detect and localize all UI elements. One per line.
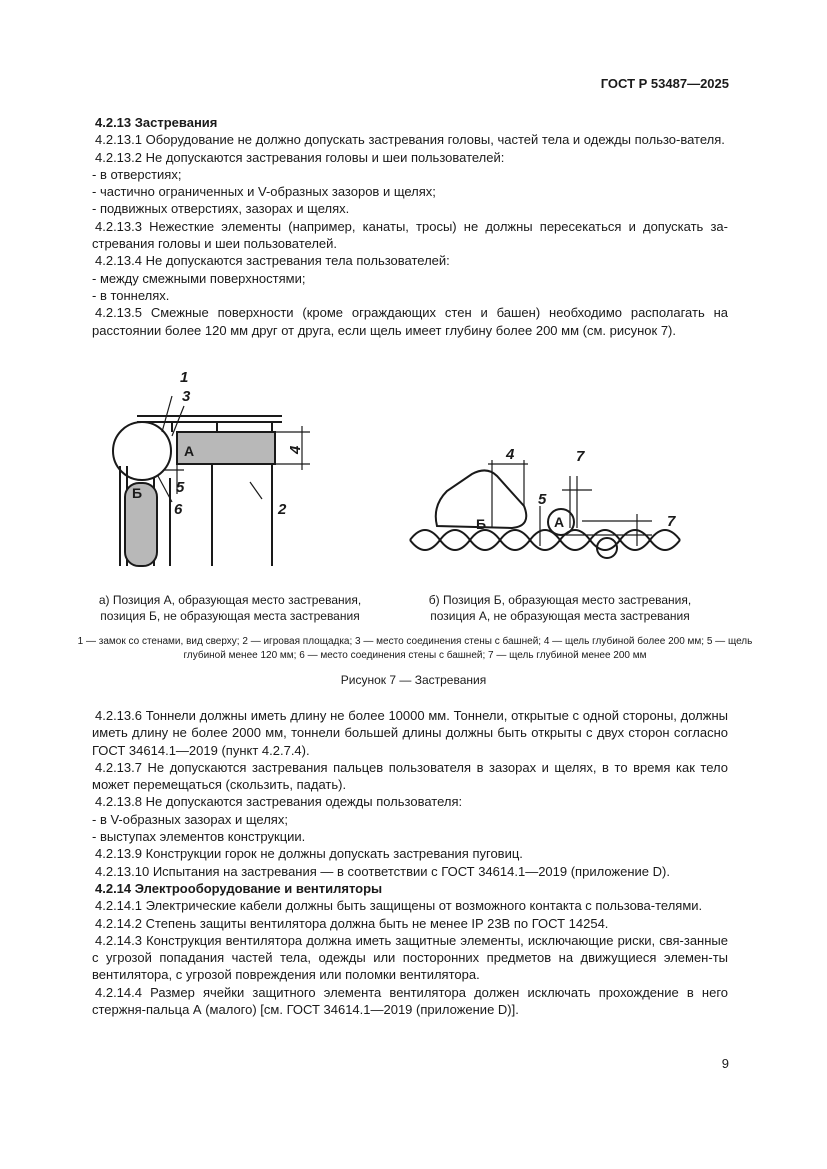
paragraph: 4.2.13.8 Не допускаются застревания одежды пользователя: bbox=[95, 794, 463, 810]
label-3: 3 bbox=[182, 388, 191, 405]
label-5: 5 bbox=[176, 479, 185, 496]
paragraph: 4.2.14.3 Конструкция вентилятора должна иметь защитные элементы, исключающие риски, свя-занные с угрозой попадания частей тела, одежды или посторонних предметов на движущиеся элемен-ты вентилятора, с угрозой повреждения или поломки вентилятора. bbox=[92, 932, 728, 983]
list-item: - частично ограниченных и V-образных зазоров и щелях; bbox=[92, 184, 436, 200]
list-item: - между смежными поверхностями; bbox=[92, 270, 306, 286]
section-bottom bbox=[92, 707, 728, 1018]
figure-title: Рисунок 7 — Застревания bbox=[340, 673, 487, 687]
section-top bbox=[92, 114, 728, 339]
paragraph: 4.2.13.5 Смежные поверхности (кроме ограждающих стен и башен) необходимо располагать на расстоянии более 120 мм друг от друга, если щель имеет глубину более 200 мм (см. рисунок 7). bbox=[92, 305, 728, 338]
label-4: 4 bbox=[287, 445, 304, 454]
list-item: - в тоннелях. bbox=[92, 287, 170, 303]
paragraph: 4.2.14.2 Степень защиты вентилятора должна быть не менее IP 23B по ГОСТ 14254. bbox=[95, 915, 609, 931]
paragraph: 4.2.13.6 Тоннели должны иметь длину не более 10000 мм. Тоннели, открытые с одной стороны, должны иметь длину не более 2000 мм, тоннели большей длины должны быть открыты с двух сторон согласно ГОСТ 34614.1—2019 (пункт 4.2.7.4). bbox=[92, 708, 728, 758]
diagram-b bbox=[410, 460, 680, 558]
paragraph: 4.2.13.1 Оборудование не должно допускать застревания головы, частей тела и одежды пользо-вателя. bbox=[95, 132, 725, 148]
list-item: - выступах элементов конструкции. bbox=[92, 829, 306, 845]
paragraph: 4.2.14.1 Электрические кабели должны быть защищены от возможного контакта с пользова-телями. bbox=[95, 898, 703, 914]
caption-b: б) Позиция Б, образующая место застревания, позиция А, не образующая места застревания bbox=[428, 593, 692, 623]
label-1: 1 bbox=[180, 369, 189, 386]
label-4b: 4 bbox=[506, 446, 515, 463]
paragraph: 4.2.14.4 Размер ячейки защитного элемента вентилятора должен исключать прохождение в него стержня-пальца А (малого) [см. ГОСТ 34614.1—2019 (приложение D)]. bbox=[92, 984, 728, 1018]
figure-7 bbox=[92, 366, 742, 596]
list-item: - в отверстиях; bbox=[92, 166, 182, 182]
position-a-label: А bbox=[184, 443, 195, 459]
heading-4-2-13: 4.2.13 Застревания bbox=[95, 115, 218, 130]
paragraph: 4.2.13.10 Испытания на застревания — в соответствии с ГОСТ 34614.1—2019 (приложение D). bbox=[95, 863, 670, 879]
heading-4-2-14: 4.2.14 Электрооборудование и вентиляторы bbox=[95, 880, 383, 896]
paragraph: 4.2.13.2 Не допускаются застревания головы и шеи пользователей: bbox=[95, 149, 505, 165]
paragraph: 4.2.13.7 Не допускаются застревания пальцев пользователя в зазорах и щелях, в то время как тело может перемещаться (скользить, падать). bbox=[92, 759, 728, 793]
paragraph: 4.2.13.3 Нежесткие элементы (например, канаты, тросы) не должны пересекаться и допускать за-стревания головы и шеи пользователей. bbox=[92, 218, 728, 252]
paragraph: 4.2.13.4 Не допускаются застревания тела пользователей: bbox=[95, 253, 450, 269]
figure-7-drawing bbox=[92, 366, 742, 596]
label-6: 6 bbox=[174, 501, 183, 518]
label-7b: 7 bbox=[667, 513, 676, 530]
label-2: 2 bbox=[278, 501, 287, 518]
list-item: - подвижных отверстиях, зазорах и щелях. bbox=[92, 201, 350, 217]
paragraph: 4.2.13.9 Конструкции горок не должны допускать застревания пуговиц. bbox=[95, 846, 523, 862]
diagram-a bbox=[113, 396, 310, 566]
label-5b: 5 bbox=[538, 491, 547, 508]
label-7a: 7 bbox=[576, 448, 585, 465]
page-number: 9 bbox=[721, 1056, 729, 1071]
position-b-label-b: Б bbox=[476, 516, 487, 532]
document-header: ГОСТ Р 53487—2025 bbox=[600, 76, 729, 91]
list-item: - в V-образных зазорах и щелях; bbox=[92, 811, 288, 827]
figure-legend: 1 — замок со стенами, вид сверху; 2 — игровая площадка; 3 — место соединения стены с башней; 4 — щель глубиной более 200 мм; 5 — щель глубиной менее 120 мм; 6 — место соединения стены с башней; 7 — щель глубиной менее 200 мм bbox=[77, 636, 753, 661]
position-a-label-b: А bbox=[554, 514, 565, 530]
caption-a: а) Позиция А, образующая место застревания, позиция Б, не образующая места застревания bbox=[98, 593, 362, 623]
position-b-label: Б bbox=[132, 485, 143, 501]
